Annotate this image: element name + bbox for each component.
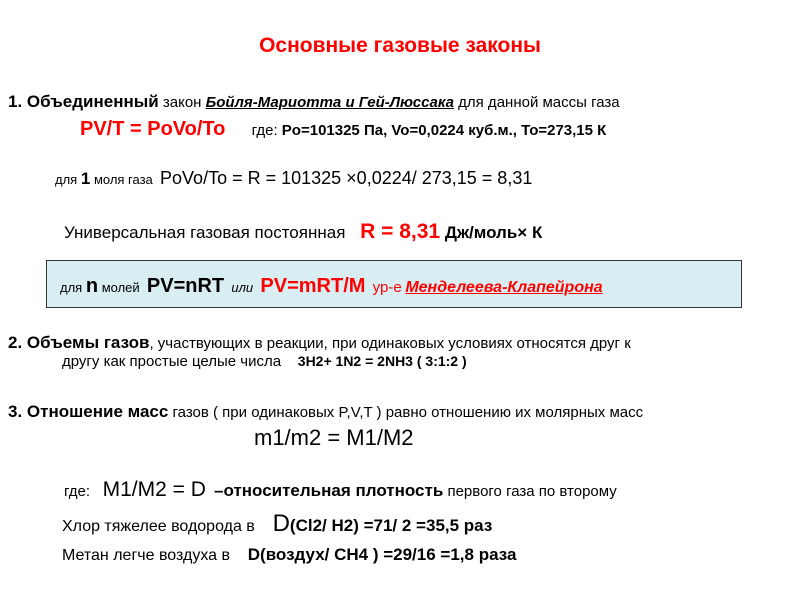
mk-prefix: для <box>60 280 83 295</box>
law1-authors: Бойля-Мариотта и Гей-Люссака <box>205 94 454 111</box>
universal-constant-label: Универсальная газовая постоянная <box>64 223 346 242</box>
law3-line <box>8 402 643 422</box>
universal-constant-unit: Дж/моль× К <box>444 223 543 242</box>
universal-constant-value: R = 8,31 <box>360 220 441 243</box>
mk-eqn-abbr: ур-е <box>372 279 402 296</box>
page-title: Основные газовые законы <box>259 34 541 57</box>
law3-formula: m1/m2 = M1/M2 <box>254 425 414 450</box>
law2-line2-text: другу как простые целые числа <box>62 353 282 370</box>
law1-formula-line <box>80 118 606 141</box>
chlorine-text: Хлор тяжелее водорода в <box>62 518 255 535</box>
density-term: –относительная плотность <box>214 481 444 500</box>
one-mole-number: 1 <box>80 169 91 188</box>
chlorine-example <box>62 510 492 538</box>
law2-equation: 3H2+ 1N2 = 2NH3 ( 3:1:2 ) <box>297 353 467 369</box>
law1-params: Po=101325 Па, Vo=0,0224 куб.м., To=273,15 К <box>281 122 607 139</box>
chlorine-D: D <box>272 510 290 537</box>
one-mole-line <box>55 168 532 189</box>
one-mole-equation: PoVo/To = R = 101325 ×0,0224/ 273,15 = 8,31 <box>160 168 533 188</box>
one-mole-suffix: моля газа <box>93 172 153 187</box>
law3-rest: газов ( при одинаковых P,V,T ) равно отношению их молярных масс <box>172 404 644 421</box>
law2-number-name: 2. Объемы газов <box>8 333 150 352</box>
methane-text: Метан легче воздуха в <box>62 547 230 564</box>
law1-tail: для данной массы газа <box>458 94 620 111</box>
one-mole-prefix: для <box>55 172 78 187</box>
mendeleev-clapeyron-line <box>60 275 603 298</box>
law2-line1-rest: , участвующих в реакции, при одинаковых условиях относятся друг к <box>149 335 631 352</box>
density-where: где: <box>64 483 91 500</box>
mk-moles: молей <box>101 280 140 295</box>
law1-formula: PV/T = PoVo/To <box>80 118 226 140</box>
law2-line2 <box>62 353 467 370</box>
mk-or: или <box>231 280 254 295</box>
law1-number-name: 1. Объединенный <box>8 92 159 111</box>
law1-word-law: закон <box>162 94 202 111</box>
chlorine-expr: (Cl2/ H2) =71/ 2 =35,5 раз <box>289 516 493 535</box>
law1-heading <box>8 92 620 112</box>
methane-example <box>62 545 516 565</box>
mk-formula-1: PV=nRT <box>146 275 225 297</box>
law3-number-name: 3. Отношение масс <box>8 402 169 421</box>
density-line <box>64 478 617 502</box>
universal-constant-line <box>64 220 542 244</box>
mk-formula-2: PV=mRT/M <box>260 275 366 297</box>
law2-line1 <box>8 333 631 353</box>
mk-n: n <box>85 275 99 297</box>
law1-where: где: <box>251 122 278 139</box>
methane-expr: D(воздух/ CH4 ) =29/16 =1,8 раза <box>247 545 517 564</box>
density-formula: M1/M2 = D <box>102 478 206 501</box>
density-rest: первого газа по второму <box>447 483 617 500</box>
mk-name: Менделеева-Клапейрона <box>405 279 603 296</box>
